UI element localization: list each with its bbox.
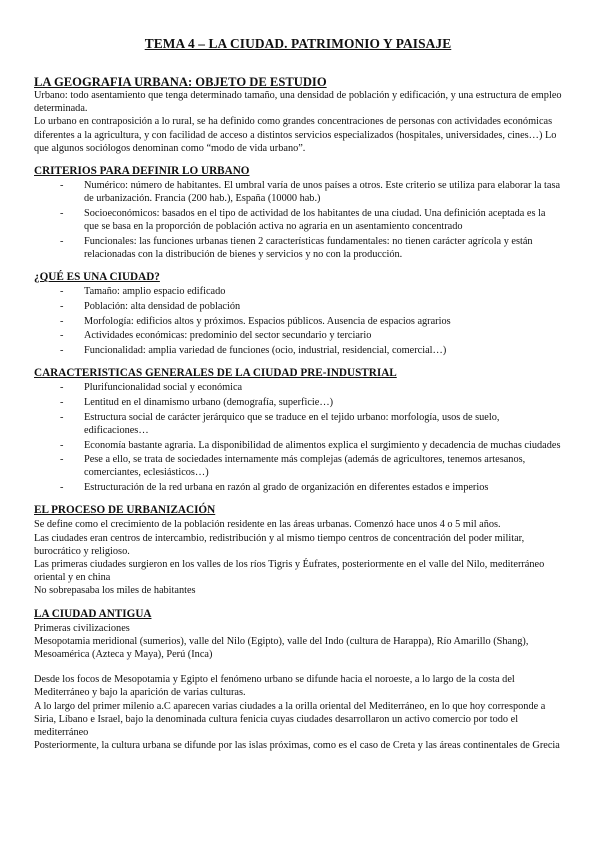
list-item: - Numérico: número de habitantes. El umbral varía de unos países a otros. Este criterio se utiliza para elaborar la tasa de urbanización. Francia (200 hab.), España (10000 hab.) [60,179,562,205]
list-item: - Tamaño: amplio espacio edificado [60,285,562,298]
list-item: - Estructura social de carácter jerárquico que se traduce en el tejido urbano: morfología, usos de suelo, edificaciones… [60,411,562,437]
list-item: - Economía bastante agraria. La disponibilidad de alimentos explica el surgimiento y decadencia de muchas ciudades [60,439,562,452]
list-item: - Socioeconómicos: basados en el tipo de actividad de los habitantes de una ciudad. Una definición aceptada es la que se basa en la proporción de población activa no agraria en un asentamiento concentrado [60,207,562,233]
section-heading-geografia-urbana: LA GEOGRAFIA URBANA: OBJETO DE ESTUDIO [34,75,327,89]
criteria-list [34,179,562,261]
paragraph: No sobrepasaba los miles de habitantes [34,585,196,597]
paragraph: Lo urbano en contraposición a lo rural, se ha definido como grandes concentraciones de personas con actividades económicas diferentes a la agricultura, y con facilidad de acceso a distintos servicios especializados (hospitales, universidades, cines…) Lo que algunos sociólogos denominan como “modo de vida urbano”. [34,116,557,154]
paragraph: Las primeras ciudades surgieron en los valles de los ríos Tigris y Éufrates, posteriormente en el valle del Nilo, mediterráneo oriental y en china [34,558,545,584]
section-heading-ciudad-antigua: LA CIUDAD ANTIGUA [34,607,152,620]
list-item: - Lentitud en el dinamismo urbano (demografía, superficie…) [60,396,562,409]
list-item: - Población: alta densidad de población [60,300,562,313]
paragraph: Mesopotamia meridional (sumerios), valle del Nilo (Egipto), valle del Indo (cultura de Harappa), Río Amarillo (Shang), Mesoamérica (Azteca y Maya), Perú (Inca) [34,635,529,660]
document-title: TEMA 4 – LA CIUDAD. PATRIMONIO Y PAISAJE [144,36,452,51]
paragraph: A lo largo del primer milenio a.C aparecen varias ciudades a la orilla oriental del Mediterráneo, en lo que hoy corresponde a Siria, Líbano e Israel, bajo la denominada cultura fenicia cuyas ciudades desarrollaron un activo comercio por todo el mediterráneo [34,700,546,739]
list-item: - Funcionalidad: amplia variedad de funciones (ocio, industrial, residencial, comercial…) [60,344,562,357]
section-heading-ciudad-preindustrial: CARACTERISTICAS GENERALES DE LA CIUDAD PRE-INDUSTRIAL [34,367,397,380]
list-item: - Plurifuncionalidad social y económica [60,381,562,394]
list-item: - Pese a ello, se trata de sociedades internamente más complejas (además de agricultores, tenemos artesanos, comerciantes, eclesiásticos…) [60,453,562,479]
preindustrial-list [34,381,562,494]
list-item: - Actividades económicas: predominio del sector secundario y terciario [60,329,562,342]
section-heading-que-es-ciudad: ¿QUÉ ES UNA CIUDAD? [34,271,160,284]
paragraph: Se define como el crecimiento de la población residente en las áreas urbanas. Comenzó hace unos 4 o 5 mil años. [34,519,501,531]
section-heading-urbanizacion: EL PROCESO DE URBANIZACIÓN [34,504,216,517]
paragraph: Desde los focos de Mesopotamia y Egipto el fenómeno urbano se difunde hacia el noroeste, a lo largo de la costa del Mediterráneo y bajo la aparición de varias culturas. [34,674,515,699]
paragraph: Primeras civilizaciones [34,622,130,634]
spacer [34,661,562,673]
list-item: - Funcionales: las funciones urbanas tienen 2 características fundamentales: no tienen carácter agrícola y están relacionadas con la distribución de bienes y servicios y no con la producción. [60,235,562,261]
list-item: - Morfología: edificios altos y próximos. Espacios públicos. Ausencia de espacios agrarios [60,315,562,328]
paragraph: Posteriormente, la cultura urbana se difunde por las islas próximas, como es el caso de Creta y las áreas continentales de Grecia [34,740,560,752]
list-item: - Estructuración de la red urbana en razón al grado de organización en diferentes estados e imperios [60,481,562,494]
city-definition-list [34,285,562,357]
paragraph: Urbano: todo asentamiento que tenga determinado tamaño, una densidad de población y edificación, y una estructura de empleo determinada. [34,90,562,115]
paragraph: Las ciudades eran centros de intercambio, redistribución y al mismo tiempo centros de concentración del poder militar, burocrático y religioso. [34,532,525,557]
section-heading-criterios: CRITERIOS PARA DEFINIR LO URBANO [34,165,250,178]
